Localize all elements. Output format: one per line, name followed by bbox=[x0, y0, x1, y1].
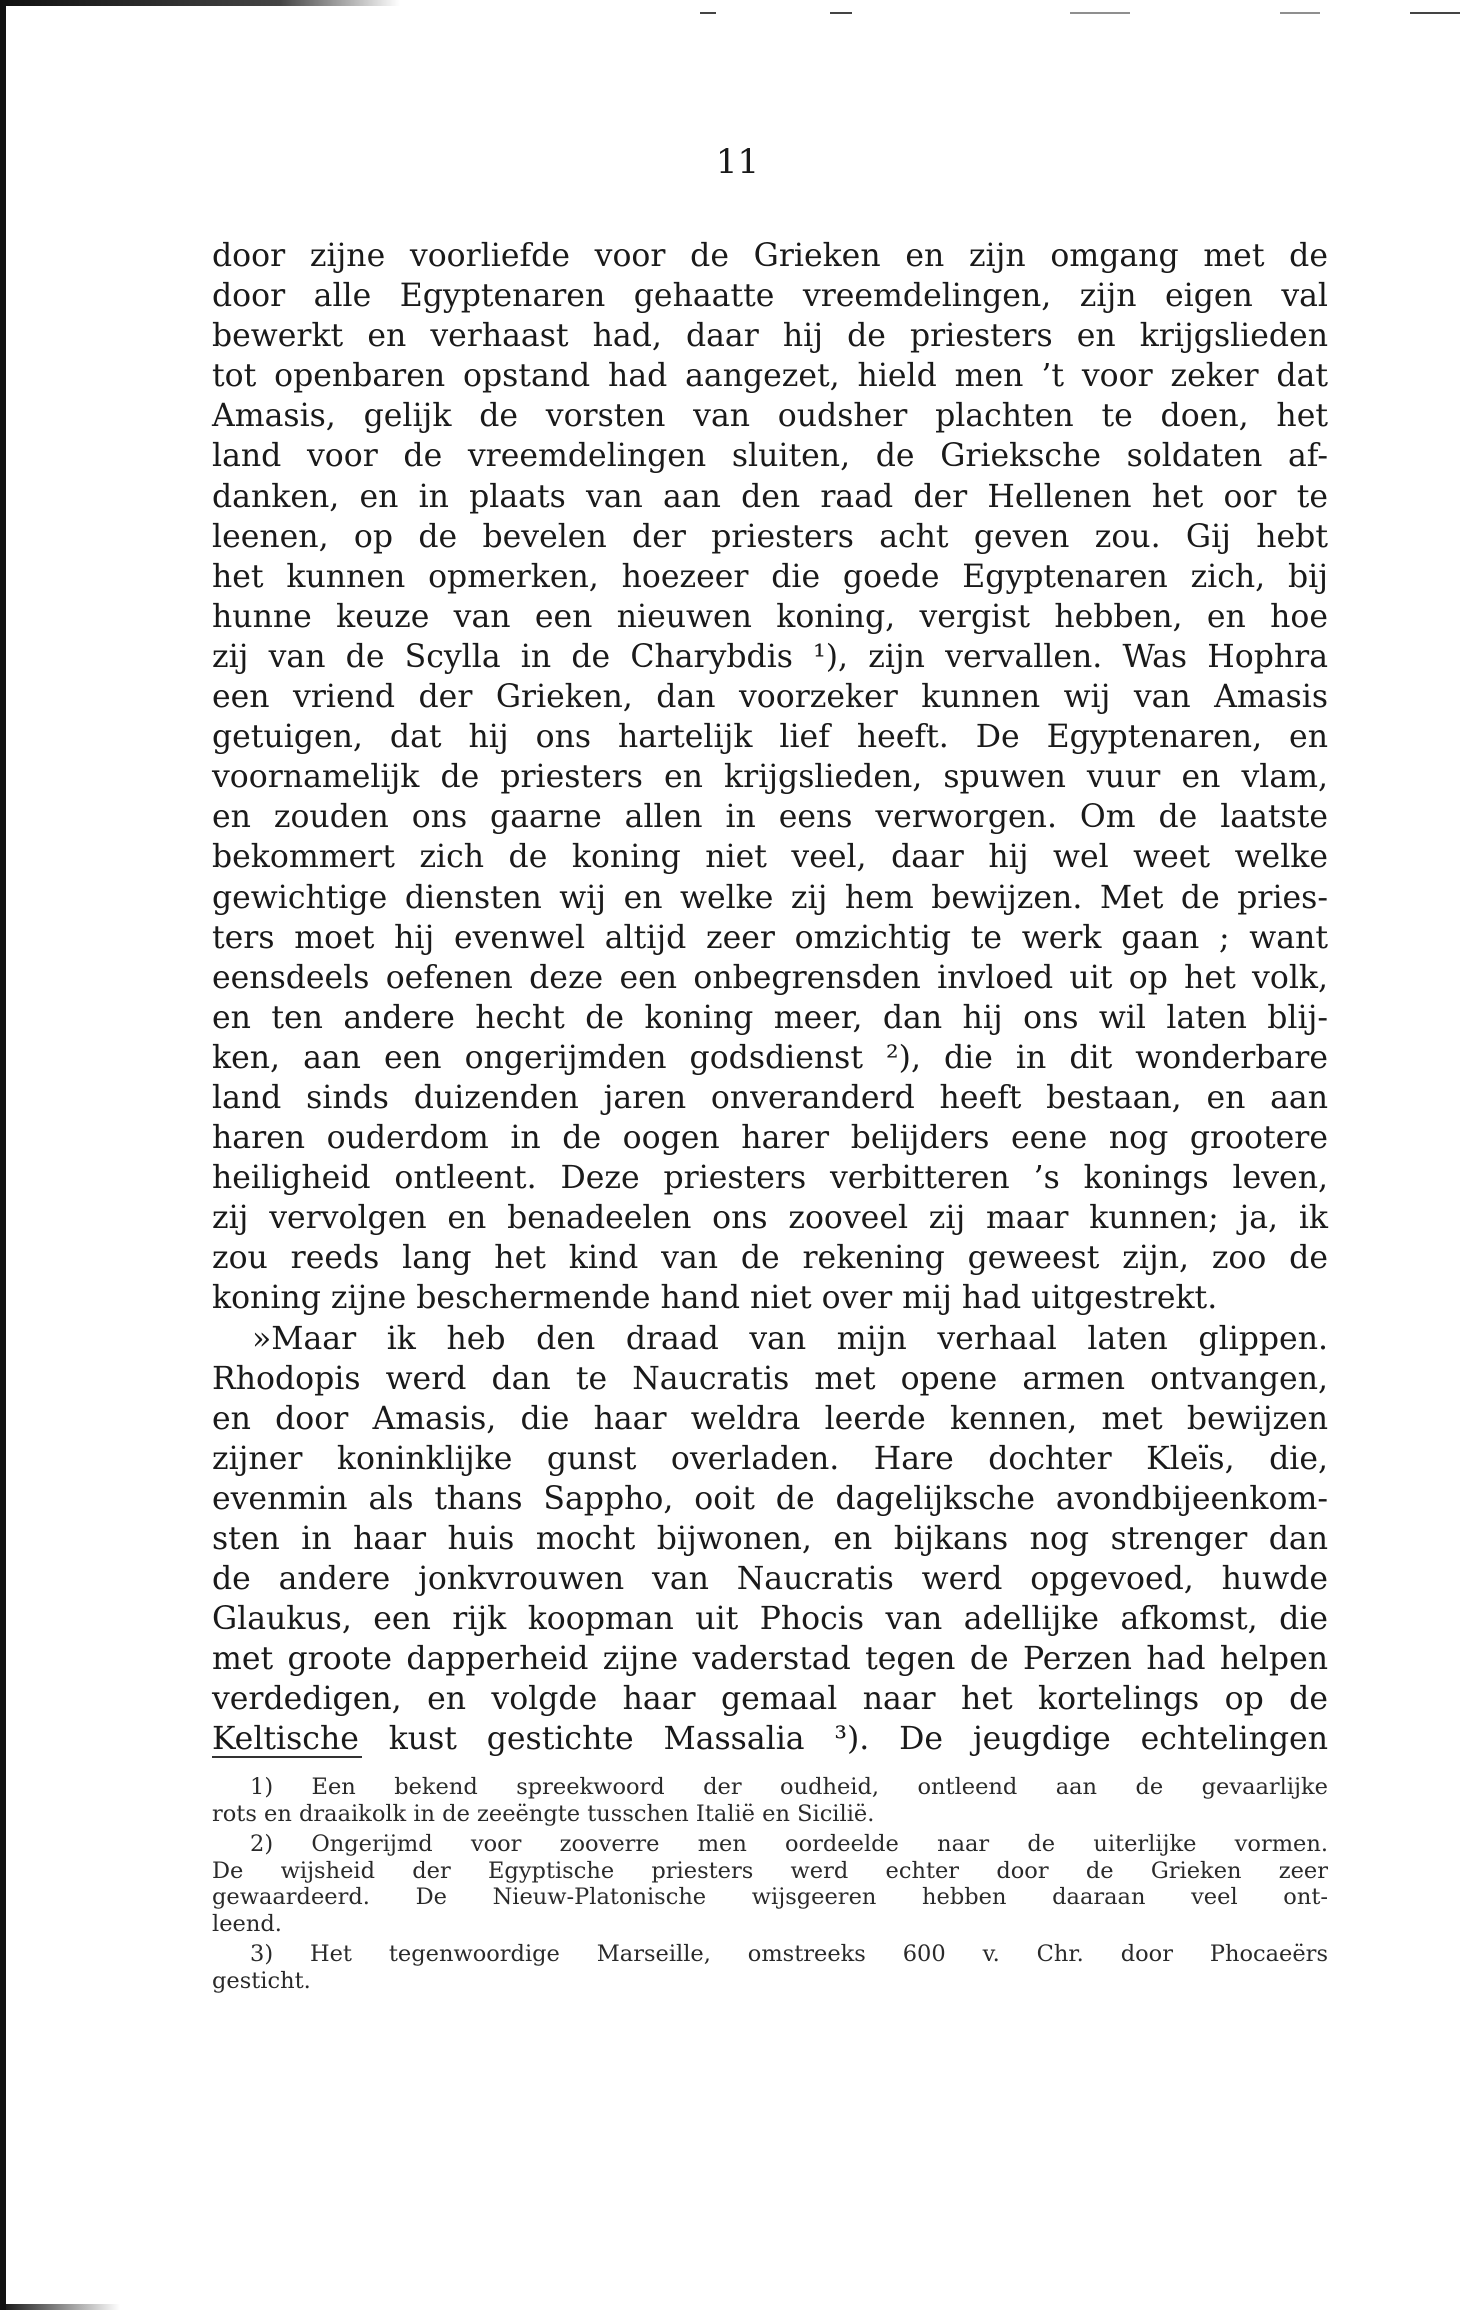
text-line: zij vervolgen en benadeelen ons zooveel zij maar kunnen; ja, ik bbox=[212, 1200, 1328, 1237]
scan-edge-left bbox=[0, 0, 6, 2310]
text-line: haren ouderdom in de oogen harer belijders eene nog grootere bbox=[212, 1120, 1328, 1157]
text-line: verdedigen, en volgde haar gemaal naar het kortelings op de bbox=[212, 1681, 1328, 1718]
text-line: door zijne voorliefde voor de Grieken en zijn omgang met de bbox=[212, 238, 1328, 274]
text-line: bewerkt en verhaast had, daar hij de priesters en krijgslieden bbox=[212, 318, 1328, 355]
scan-mark bbox=[1070, 12, 1130, 14]
scan-mark bbox=[700, 12, 716, 14]
text-line: sten in haar huis mocht bijwonen, en bijkans nog strenger dan bbox=[212, 1521, 1328, 1557]
text-line: en zouden ons gaarne allen in eens verworgen. Om de laatste bbox=[212, 799, 1328, 836]
text-line: tot openbaren opstand had aangezet, hield men ’t voor zeker dat bbox=[212, 358, 1328, 395]
text-line: danken, en in plaats van aan den raad der Hellenen het oor te bbox=[212, 478, 1328, 515]
text-line: koning zijne beschermende hand niet over mij had uitgestrekt. bbox=[212, 1280, 1218, 1317]
text-line: en door Amasis, die haar weldra leerde kennen, met bewijzen bbox=[212, 1400, 1328, 1437]
text-line: land voor de vreemdelingen sluiten, de Grieksche soldaten af- bbox=[212, 438, 1328, 475]
text-line: hunne keuze van een nieuwen koning, vergist hebben, en hoe bbox=[212, 598, 1328, 635]
scan-edge-top bbox=[0, 0, 400, 6]
text-line: zou reeds lang het kind van de rekening geweest zijn, zoo de bbox=[212, 1240, 1328, 1277]
scan-edge-bottom bbox=[0, 2304, 120, 2310]
text-line: heiligheid ontleent. Deze priesters verbitteren ’s konings leven, bbox=[212, 1160, 1328, 1197]
text-line: voornamelijk de priesters en krijgslieden, spuwen vuur en vlam, bbox=[212, 759, 1328, 796]
body-text bbox=[212, 236, 1328, 1760]
footnote-line: rots en draaikolk in de zeeëngte tusschen Italië en Sicilië. bbox=[212, 1800, 875, 1827]
text-line: met groote dapperheid zijne vaderstad tegen de Perzen had helpen bbox=[212, 1641, 1328, 1678]
footnote-line: De wijsheid der Egyptische priesters werd echter door de Grieken zeer bbox=[212, 1857, 1328, 1884]
text-line: zijner koninklijke gunst overladen. Hare dochter Kleïs, die, bbox=[212, 1440, 1328, 1477]
footnote-rule bbox=[212, 1756, 362, 1758]
text-line: Keltische kust gestichte Massalia ³). De jeugdige echtelingen bbox=[212, 1721, 1328, 1758]
footnote-line: 2) Ongerijmd voor zooverre men oordeelde naar de uiterlijke vormen. bbox=[250, 1831, 1328, 1857]
text-line: gewichtige diensten wij en welke zij hem bewijzen. Met de pries- bbox=[212, 879, 1328, 916]
footnote-line: leend. bbox=[212, 1910, 282, 1937]
text-line: land sinds duizenden jaren onveranderd heeft bestaan, en aan bbox=[212, 1079, 1328, 1116]
text-line: Rhodopis werd dan te Naucratis met opene armen ontvangen, bbox=[212, 1360, 1328, 1397]
text-line: het kunnen opmerken, hoezeer die goede Egyptenaren zich, bij bbox=[212, 558, 1328, 595]
text-line: leenen, op de bevelen der priesters acht geven zou. Gij hebt bbox=[212, 518, 1328, 555]
text-line: bekommert zich de koning niet veel, daar hij wel weet welke bbox=[212, 839, 1328, 876]
text-line: evenmin als thans Sappho, ooit de dagelijksche avondbijeenkom- bbox=[212, 1480, 1328, 1517]
footnotes bbox=[212, 1774, 1328, 1994]
text-line: getuigen, dat hij ons hartelijk lief heeft. De Egyptenaren, en bbox=[212, 719, 1328, 756]
text-line: de andere jonkvrouwen van Naucratis werd opgevoed, huwde bbox=[212, 1561, 1328, 1598]
footnote-line: gesticht. bbox=[212, 1967, 311, 1994]
footnote-line: 1) Een bekend spreekwoord der oudheid, ontleend aan de gevaarlijke bbox=[250, 1774, 1328, 1800]
text-line: en ten andere hecht de koning meer, dan hij ons wil laten blij- bbox=[212, 999, 1328, 1036]
text-line: een vriend der Grieken, dan voorzeker kunnen wij van Amasis bbox=[212, 679, 1328, 716]
scan-mark bbox=[1280, 12, 1320, 14]
footnote-line: gewaardeerd. De Nieuw-Platonische wijsgeeren hebben daaraan veel ont- bbox=[212, 1884, 1328, 1910]
page-number: 11 bbox=[715, 142, 760, 182]
text-line: ken, aan een ongerijmden godsdienst ²), die in dit wonderbare bbox=[212, 1039, 1328, 1076]
footnote-line: 3) Het tegenwoordige Marseille, omstreeks 600 v. Chr. door Phocaeërs bbox=[250, 1941, 1328, 1967]
text-line: Glaukus, een rijk koopman uit Phocis van adellijke afkomst, die bbox=[212, 1601, 1328, 1638]
text-line: ters moet hij evenwel altijd zeer omzichtig te werk gaan ; want bbox=[212, 919, 1328, 956]
text-line: Amasis, gelijk de vorsten van oudsher plachten te doen, het bbox=[212, 398, 1328, 435]
scan-mark bbox=[1410, 12, 1460, 14]
text-line: zij van de Scylla in de Charybdis ¹), zijn vervallen. Was Hophra bbox=[212, 638, 1328, 675]
text-line: »Maar ik heb den draad van mijn verhaal laten glippen. bbox=[252, 1320, 1328, 1357]
text-line: eensdeels oefenen deze een onbegrensden invloed uit op het volk, bbox=[212, 959, 1328, 996]
text-line: door alle Egyptenaren gehaatte vreemdelingen, zijn eigen val bbox=[212, 278, 1328, 315]
scan-mark bbox=[830, 12, 852, 14]
